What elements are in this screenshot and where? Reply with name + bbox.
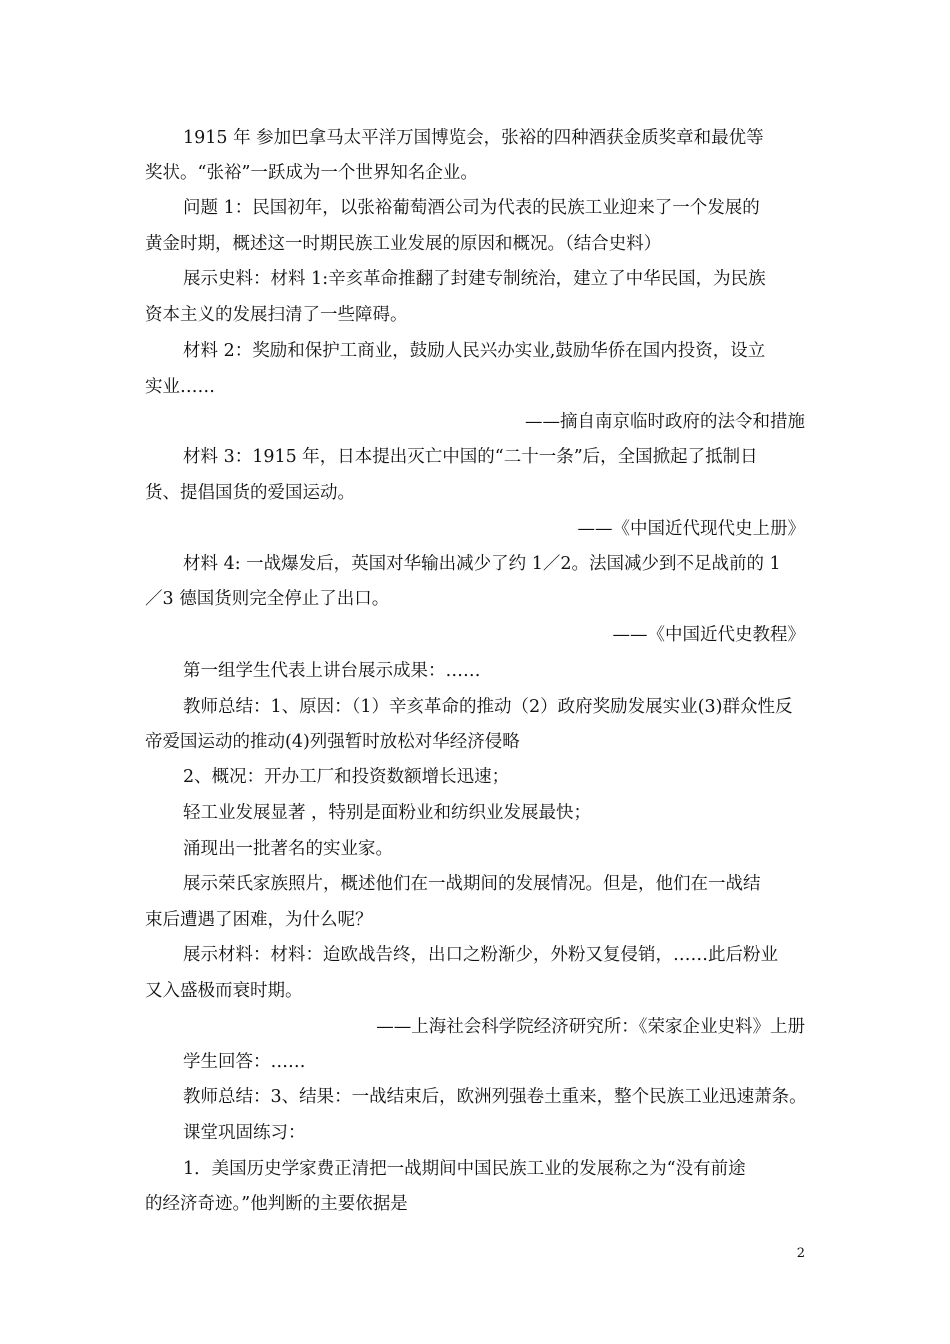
paragraph-line: 实业……: [145, 377, 215, 397]
paragraph-line: 2、概况：开办工厂和投资数额增长迅速；: [183, 767, 510, 787]
paragraph-line: 又入盛极而衰时期。: [145, 981, 303, 1001]
paragraph-line: 教师总结：3、结果：一战结束后，欧洲列强卷土重来，整个民族工业迅速萧条。: [183, 1087, 807, 1107]
paragraph-line: 展示史料：材料 1:辛亥革命推翻了封建专制统治，建立了中华民国，为民族: [183, 269, 766, 289]
paragraph-line: 材料 2：奖励和保护工商业，鼓励人民兴办实业,鼓励华侨在国内投资，设立: [183, 341, 766, 361]
paragraph-line: 展示材料：材料：迨欧战告终，出口之粉渐少，外粉又复侵销，……此后粉业: [183, 945, 778, 965]
paragraph-line: 轻工业发展显著 ，特别是面粉业和纺织业发展最快；: [183, 803, 592, 823]
paragraph-line: 1915 年 参加巴拿马太平洋万国博览会，张裕的四种酒获金质奖章和最优等: [183, 128, 764, 148]
paragraph-line: 帝爱国运动的推动(4)列强暂时放松对华经济侵略: [145, 732, 520, 752]
source-citation: ——《中国近代现代史上册》: [577, 519, 805, 539]
paragraph-line: 束后遭遇了困难，为什么呢？: [145, 910, 373, 930]
paragraph-line: 教师总结：1、原因：（1）辛亥革命的推动（2）政府奖励发展实业(3)群众性反: [183, 697, 793, 717]
paragraph-line: 资本主义的发展扫清了一些障碍。: [145, 305, 408, 325]
source-citation: ——摘自南京临时政府的法令和措施: [525, 412, 805, 432]
paragraph-line: 第一组学生代表上讲台展示成果：……: [183, 661, 481, 681]
paragraph-line: 的经济奇迹。”他判断的主要依据是: [145, 1194, 408, 1214]
paragraph-line: 材料 4: 一战爆发后，英国对华输出减少了约 1／2。法国减少到不足战前的 1: [183, 554, 781, 574]
paragraph-line: 黄金时期，概述这一时期民族工业发展的原因和概况。（结合史料）: [145, 234, 662, 254]
paragraph-line: 奖状。“张裕”一跃成为一个世界知名企业。: [145, 163, 478, 183]
paragraph-line: 货、提倡国货的爱国运动。: [145, 483, 355, 503]
paragraph-line: 课堂巩固练习：: [183, 1123, 306, 1143]
page-number: 2: [796, 1246, 805, 1261]
paragraph-line: ／3 德国货则完全停止了出口。: [145, 589, 390, 609]
source-citation: ——《中国近代史教程》: [612, 625, 805, 645]
paragraph-line: 学生回答：……: [183, 1052, 306, 1072]
paragraph-line: 1．美国历史学家费正清把一战期间中国民族工业的发展称之为“没有前途: [183, 1159, 746, 1179]
paragraph-line: 展示荣氏家族照片，概述他们在一战期间的发展情况。但是，他们在一战结: [183, 874, 761, 894]
paragraph-line: 材料 3：1915 年，日本提出灭亡中国的“二十一条”后，全国掀起了抵制日: [183, 447, 758, 467]
paragraph-line: 涌现出一批著名的实业家。: [183, 839, 393, 859]
paragraph-line: 问题 1：民国初年，以张裕葡萄酒公司为代表的民族工业迎来了一个发展的: [183, 198, 760, 218]
source-citation: ——上海社会科学院经济研究所：《荣家企业史料》上册: [376, 1017, 805, 1037]
